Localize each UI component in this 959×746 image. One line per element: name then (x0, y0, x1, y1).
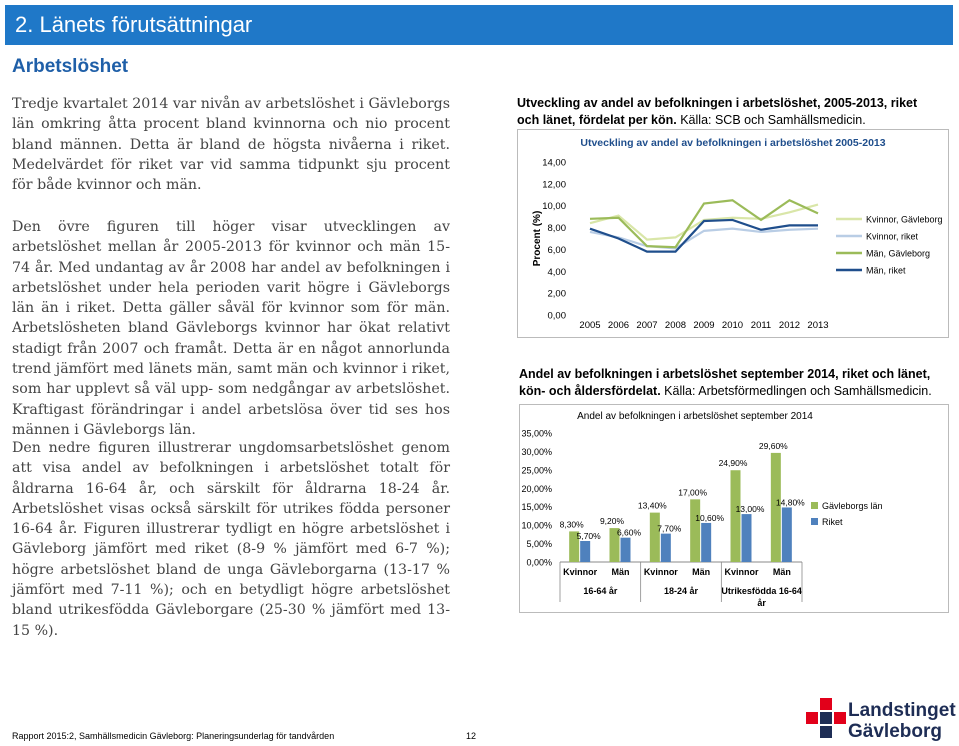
line-chart-xtick: 2009 (693, 320, 715, 331)
logo-line-1: Landstinget (848, 700, 956, 721)
line-chart-caption-source: Källa: SCB och Samhällsmedicin. (676, 113, 866, 127)
line-chart-ytick: 10,00 (542, 201, 566, 213)
bar-data-label: 14,80% (775, 497, 805, 508)
line-chart-xtick: 2007 (636, 320, 658, 331)
footer-text: Rapport 2015:2, Samhällsmedicin Gävleborg: Planeringsunderlag för tandvården (12, 731, 335, 741)
bar-chart-ytick: 5,00% (526, 539, 552, 550)
bar-1-2 (661, 534, 671, 562)
paragraph-3: Den nedre figuren illustrerar ungdomsarbetslöshet genom att visa andel av befolkningen i arbetslöshet totalt för åldrarna 16-64 år, och särskilt för åldrarna 18-24 år. Arbetslöshet visas också särskilt för utrikes födda personer 16-64 år. Figuren illustrerar tydligt en högre arbetslöshet i Gävleborg jämfört med riket (8-9 % jämfört med 6-7 %); högre arbetslöshet bland de unga Gävleborgarna (13-17 % jämfört med 7-11 %); och en betydligt högre arbetslöshet bland utrikesfödda Gävleborgare (25-30 % jämfört med 13-15 %). (12, 440, 450, 639)
bar-data-label: 13,40% (637, 500, 667, 511)
line-chart-xtick: 2012 (778, 320, 801, 331)
line-chart-ytick: 0,00 (547, 310, 566, 322)
bar-0-4 (731, 470, 741, 562)
bar-data-label: 13,00% (735, 504, 765, 515)
line-chart-xtick: 2005 (579, 320, 601, 331)
bar-1-1 (621, 538, 631, 562)
bar-chart-caption-source: Källa: Arbetsförmedlingen och Samhällsmedicin. (660, 384, 932, 398)
bar-1-3 (701, 523, 711, 562)
line-legend-label: Kvinnor, Gävleborg (866, 214, 943, 225)
bar-chart-ytick: 0,00% (526, 557, 552, 568)
line-chart-ytick: 4,00 (547, 266, 566, 278)
bar-chart-box (519, 404, 949, 613)
bar-chart-caption (519, 366, 951, 400)
line-chart-caption (517, 95, 937, 129)
bar-0-3 (690, 499, 700, 562)
bar-data-label: 9,20% (599, 516, 625, 527)
line-legend-label: Kvinnor, riket (866, 231, 919, 242)
bar-data-label: 6,60% (616, 527, 642, 538)
logo-icon (806, 698, 846, 742)
bar-category-label: Kvinnor (724, 567, 759, 577)
bar-chart-ytick: 20,00% (521, 483, 552, 494)
bar-legend-label: Gävleborgs län (822, 501, 883, 511)
line-chart (518, 130, 948, 337)
line-chart-caption-bold: Utveckling av andel av befolkningen i arbetslöshet, 2005-2013, riket och länet, fördelat per kön. (517, 96, 918, 127)
bar-chart-ytick: 15,00% (521, 502, 552, 513)
line-chart-xtick: 2006 (607, 320, 630, 331)
bar-group-label: år (757, 598, 766, 608)
bar-data-label: 5,70% (576, 530, 601, 541)
line-chart-xtick: 2008 (664, 320, 687, 331)
bar-category-label: Kvinnor (563, 567, 598, 577)
bar-1-5 (782, 507, 792, 562)
landstinget-logo (806, 696, 956, 744)
bar-category-label: Kvinnor (643, 567, 678, 577)
logo-line-2: Gävleborg (848, 721, 942, 742)
line-chart-ylabel: Procent (%) (532, 210, 543, 267)
line-chart-xtick: 2011 (750, 320, 772, 331)
page-number: 12 (466, 731, 477, 741)
bar-data-label: 10,60% (695, 512, 725, 523)
bar-data-label: 7,70% (657, 523, 682, 534)
line-series-1 (590, 229, 818, 249)
bar-chart-ytick: 25,00% (521, 465, 552, 476)
line-chart-ytick: 2,00 (547, 288, 566, 300)
bar-legend-swatch (811, 502, 818, 509)
bar-category-label: Män (692, 567, 711, 577)
bar-category-label: Män (772, 567, 791, 577)
bar-chart-ytick: 30,00% (521, 446, 552, 457)
bar-0-2 (650, 513, 660, 562)
line-chart-xtick: 2013 (807, 320, 829, 331)
bar-group-label: Utrikesfödda 16-64 (721, 586, 802, 596)
line-chart-box (517, 129, 949, 338)
paragraph-1: Tredje kvartalet 2014 var nivån av arbetslöshet i Gävleborgs län omkring åtta procent bland kvinnorna och nio procent bland männen. Detta är bland de högsta nivåerna i riket. Medelvärdet för riket var vid samma tidpunkt sju procent för både kvinnor och män. (12, 96, 450, 194)
bar-category-label: Män (611, 567, 630, 577)
line-legend-label: Män, Gävleborg (866, 248, 931, 259)
bar-chart-ytick: 35,00% (521, 428, 552, 439)
bar-group-label: 16-64 år (583, 586, 618, 596)
line-chart-ytick: 6,00 (547, 244, 566, 256)
bar-data-label: 17,00% (678, 487, 708, 498)
page-header: 2. Länets förutsättningar (5, 5, 953, 45)
bar-chart-title: Andel av befolkningen i arbetslöshet september 2014 (577, 411, 813, 422)
line-chart-xtick: 2010 (721, 320, 744, 331)
bar-group-label: 18-24 år (663, 586, 699, 596)
line-chart-ytick: 14,00 (542, 157, 566, 169)
bar-legend-label: Riket (822, 517, 843, 527)
line-chart-ytick: 8,00 (547, 223, 566, 235)
bar-data-label: 24,90% (718, 458, 748, 469)
paragraph-2: Den övre figuren till höger visar utvecklingen av arbetslöshet mellan år 2005-2013 för kvinnor och män 15-74 år. Med undantag av år 2008 har andel av befolkningen i arbetslöshet under hela perioden varit högre i Gävleborgs län än i riket. Detta gäller såväl för kvinnor som för män. Arbetslösheten bland Gävleborgs kvinnor har ökat relativt stadigt från 2007 och framåt. Detta är en något annorlunda trend jämfört med länets män, samt män och kvinnor i riket, som har upplevt så väl upp- som nedgångar av arbetslöshet. Kraftigast förändringar i andel arbetslösa över tid ses hos männen i Gävleborgs län. (12, 219, 450, 438)
line-legend-label: Män, riket (866, 265, 906, 276)
bar-chart (520, 405, 948, 612)
bar-1-4 (742, 514, 752, 562)
line-chart-title: Utveckling av andel av befolkningen i arbetslöshet 2005-2013 (580, 137, 886, 149)
bar-legend-swatch (811, 518, 818, 525)
line-chart-ytick: 12,00 (542, 179, 566, 191)
bar-data-label: 29,60% (758, 440, 788, 451)
bar-chart-caption-bold: Andel av befolkningen i arbetslöshet september 2014, riket och länet, kön- och åldersfördelat. (519, 367, 931, 398)
section-title: Arbetslöshet (12, 56, 129, 77)
bar-data-label: 8,30% (559, 519, 584, 530)
bar-1-0 (580, 541, 590, 562)
bar-chart-ytick: 10,00% (521, 520, 552, 531)
